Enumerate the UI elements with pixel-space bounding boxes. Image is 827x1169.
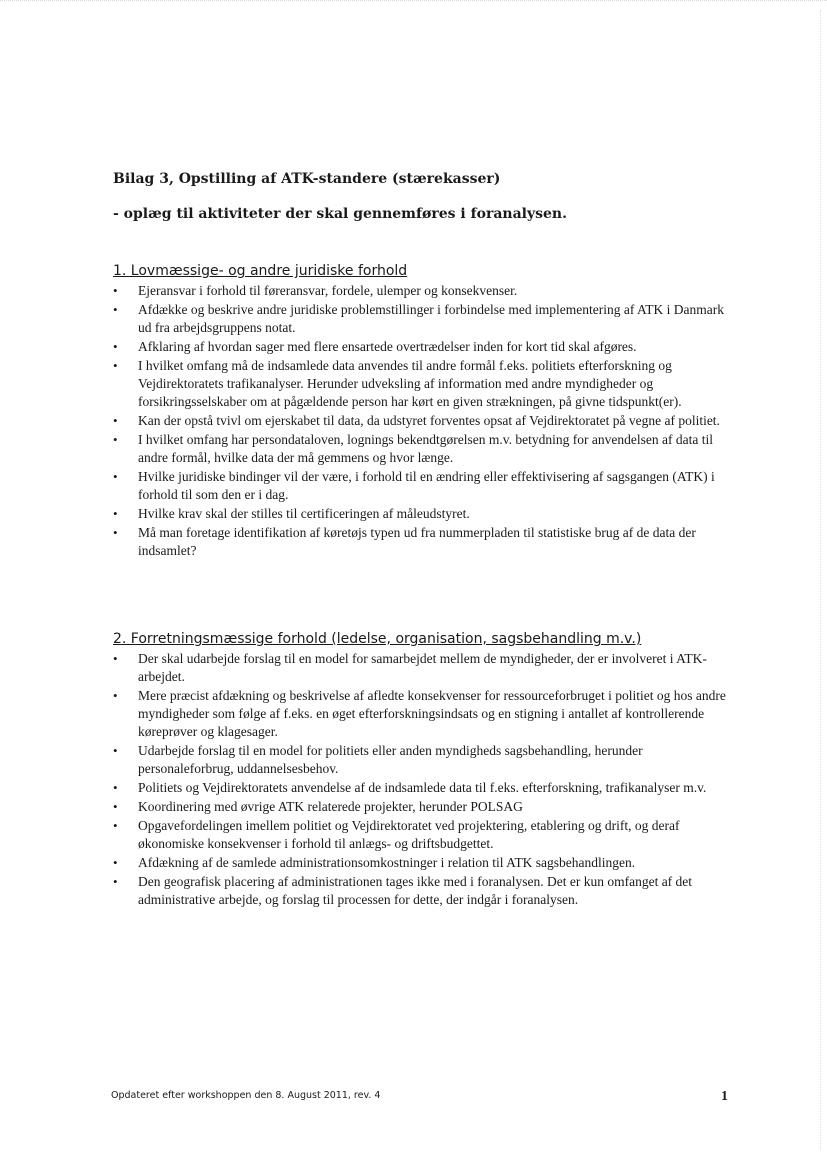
list-item-text: Den geografisk placering af administrationen tages ikke med i foranalysen. Det er kun omfanget af det administrative arbejde, og forslag til processen for dette, der indgår i foranalysen. bbox=[138, 874, 693, 907]
section-heading: 2. Forretningsmæssige forhold (ledelse, organisation, sagsbehandling m.v.) bbox=[113, 631, 642, 647]
list-item bbox=[113, 431, 733, 467]
list-item bbox=[113, 650, 733, 686]
list-item-text: I hvilket omfang må de indsamlede data anvendes til andre formål f.eks. politiets efterforskning og Vejdirektoratets trafikanalyser. Herunder udveksling af information med andre myndigheder og forsikringsselskaber om at pågældende person har kørt en given strækningen, på givne tidspunkt(er). bbox=[138, 358, 682, 409]
page-footer: Opdateret efter workshoppen den 8. August 2011, rev. 4 bbox=[111, 1090, 381, 1101]
list-item-text: Politiets og Vejdirektoratets anvendelse af de indsamlede data til f.eks. efterforskning, trafikanalyser m.v. bbox=[138, 780, 707, 795]
list-item bbox=[113, 687, 733, 741]
bullet-icon: • bbox=[113, 688, 118, 703]
bullet-icon: • bbox=[113, 432, 118, 447]
list-item-text: Kan der opstå tvivl om ejerskabet til data, da udstyret forventes opsat af Vejdirektoratet på vegne af politiet. bbox=[138, 413, 720, 428]
list-item bbox=[113, 505, 733, 523]
section-business bbox=[113, 630, 733, 910]
bullet-icon: • bbox=[113, 413, 118, 428]
bullet-icon: • bbox=[113, 358, 118, 373]
list-item-text: I hvilket omfang har persondataloven, lognings bekendtgørelsen m.v. betydning for anvendelsen af data til andre formål, hvilke data der må gemmens og hvor længe. bbox=[138, 432, 713, 465]
scan-edge-top bbox=[0, 0, 827, 7]
bullet-icon: • bbox=[113, 799, 118, 814]
list-item bbox=[113, 468, 733, 504]
list-item-text: Koordinering med øvrige ATK relaterede projekter, herunder POLSAG bbox=[138, 799, 523, 814]
list-item-text: Udarbejde forslag til en model for politiets eller anden myndigheds sagsbehandling, herunder personaleforbrug, uddannelsesbehov. bbox=[138, 743, 643, 776]
list-item-text: Der skal udarbejde forslag til en model for samarbejdet mellem de myndigheder, der er involveret i ATK-arbejdet. bbox=[138, 651, 707, 684]
list-item bbox=[113, 357, 733, 411]
list-item-text: Opgavefordelingen imellem politiet og Vejdirektoratet ved projektering, etablering og drift, og deraf økonomiske konsekvenser i forhold til anlægs- og driftsbudgettet. bbox=[138, 818, 680, 851]
list-item bbox=[113, 524, 733, 560]
bullet-icon: • bbox=[113, 855, 118, 870]
bullet-icon: • bbox=[113, 743, 118, 758]
list-item bbox=[113, 301, 733, 337]
list-item-text: Hvilke juridiske bindinger vil der være, i forhold til en ændring eller effektivisering af sagsgangen (ATK) i forhold til som den er i dag. bbox=[138, 469, 715, 502]
list-item-text: Ejeransvar i forhold til føreransvar, fordele, ulemper og konsekvenser. bbox=[138, 283, 518, 298]
bullet-icon: • bbox=[113, 874, 118, 889]
bullet-icon: • bbox=[113, 818, 118, 833]
bullet-icon: • bbox=[113, 283, 118, 298]
list-item bbox=[113, 817, 733, 853]
list-item-text: Afdækning af de samlede administrationsomkostninger i relation til ATK sagsbehandlingen. bbox=[138, 855, 636, 870]
list-item bbox=[113, 854, 733, 872]
document-title: Bilag 3, Opstilling af ATK-standere (stærekasser) bbox=[113, 171, 501, 187]
scan-edge-right bbox=[819, 10, 821, 1150]
bullet-icon: • bbox=[113, 469, 118, 484]
page-number: 1 bbox=[721, 1089, 728, 1104]
list-item bbox=[113, 412, 733, 430]
list-item-text: Mere præcist afdækning og beskrivelse af afledte konsekvenser for ressourceforbruget i politiet og hos andre myndigheder som følge af f.eks. en øget efterforskningsindsats og en stigning i antallet af kontrollerende køreprøver og klagesager. bbox=[138, 688, 726, 739]
list-item bbox=[113, 742, 733, 778]
list-item bbox=[113, 282, 733, 300]
list-item-text: Afklaring af hvordan sager med flere ensartede overtrædelser inden for kort tid skal afgøres. bbox=[138, 339, 637, 354]
list-item bbox=[113, 873, 733, 909]
list-item bbox=[113, 779, 733, 797]
document-subtitle: - oplæg til aktiviteter der skal gennemføres i foranalysen. bbox=[113, 206, 567, 222]
section-legal bbox=[113, 262, 733, 561]
list-item bbox=[113, 338, 733, 356]
bullet-icon: • bbox=[113, 780, 118, 795]
list-item-text: Må man foretage identifikation af køretøjs typen ud fra nummerpladen til statistiske brug af de data der indsamlet? bbox=[138, 525, 696, 558]
bullet-icon: • bbox=[113, 339, 118, 354]
bullet-icon: • bbox=[113, 525, 118, 540]
section-heading: 1. Lovmæssige- og andre juridiske forhold bbox=[113, 263, 408, 279]
bullet-icon: • bbox=[113, 651, 118, 666]
list-item-text: Hvilke krav skal der stilles til certificeringen af måleudstyret. bbox=[138, 506, 470, 521]
bullet-list bbox=[113, 650, 733, 909]
bullet-icon: • bbox=[113, 302, 118, 317]
bullet-list bbox=[113, 282, 733, 560]
bullet-icon: • bbox=[113, 506, 118, 521]
list-item bbox=[113, 798, 733, 816]
list-item-text: Afdække og beskrive andre juridiske problemstillinger i forbindelse med implementering af ATK i Danmark ud fra arbejdsgruppens notat. bbox=[138, 302, 724, 335]
